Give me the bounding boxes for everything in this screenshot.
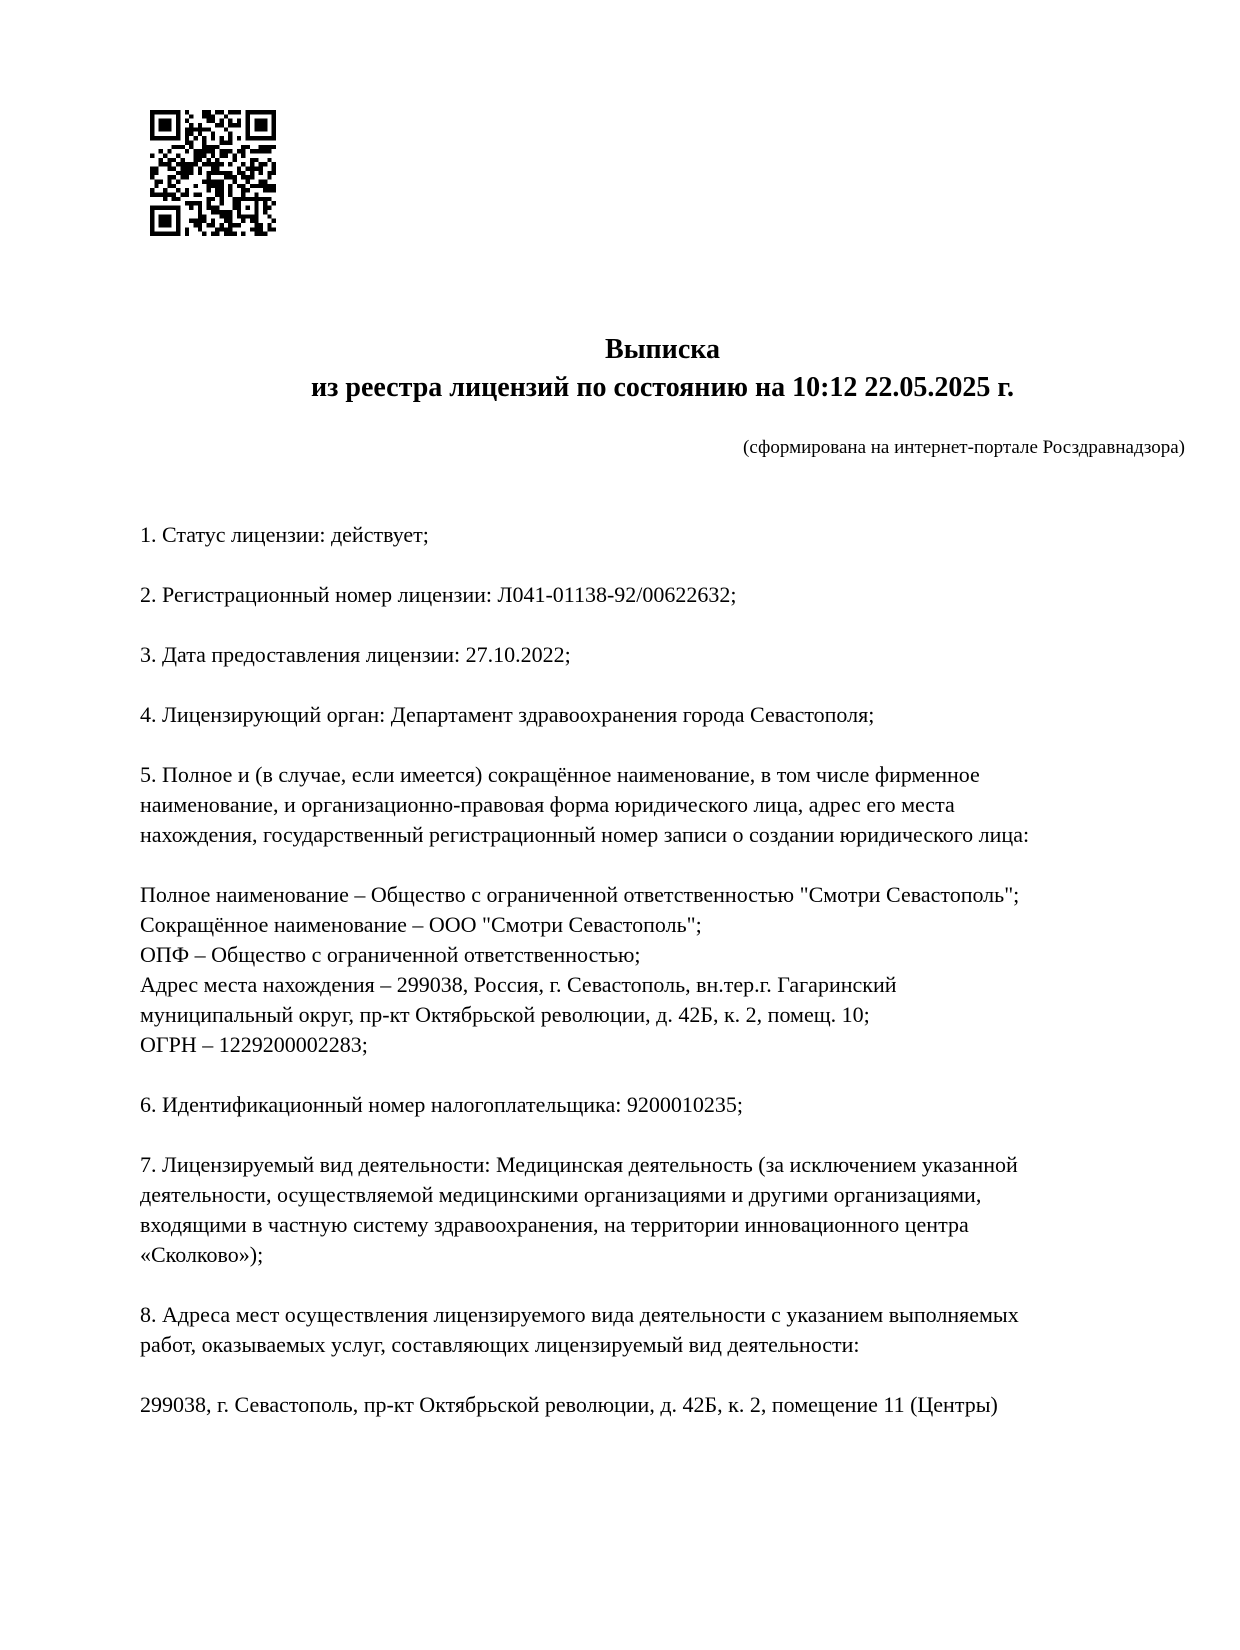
text-line: Сокращённое наименование – ООО "Смотри Севастополь"; <box>140 912 702 937</box>
paragraph-organization-details <box>140 880 1185 1060</box>
text-line: муниципальный округ, пр-кт Октябрьской революции, д. 42Б, к. 2, помещ. 10; <box>140 1002 870 1027</box>
paragraph-license-date <box>140 640 1185 670</box>
text-line: наименование, и организационно-правовая форма юридического лица, адрес его места <box>140 792 955 817</box>
paragraph-name-heading <box>140 760 1185 850</box>
text-line: 7. Лицензируемый вид деятельности: Медицинская деятельность (за исключением указанной <box>140 1152 1018 1177</box>
text-line: работ, оказываемых услуг, составляющих лицензируемый вид деятельности: <box>140 1332 860 1357</box>
text-line: 8. Адреса мест осуществления лицензируемого вида деятельности с указанием выполняемых <box>140 1302 1019 1327</box>
text-line: деятельности, осуществляемой медицинскими организациями и другими организациями, <box>140 1182 982 1207</box>
paragraph-licensed-activity <box>140 1150 1185 1270</box>
text-line: 4. Лицензирующий орган: Департамент здравоохранения города Севастополя; <box>140 702 875 727</box>
text-line: входящими в частную систему здравоохранения, на территории инновационного центра <box>140 1212 969 1237</box>
text-line: 6. Идентификационный номер налогоплательщика: 9200010235; <box>140 1092 743 1117</box>
text-line: 5. Полное и (в случае, если имеется) сокращённое наименование, в том числе фирменное <box>140 762 980 787</box>
paragraph-activity-addresses-heading <box>140 1300 1185 1360</box>
text-line: нахождения, государственный регистрационный номер записи о создании юридического лица: <box>140 822 1030 847</box>
text-line: 299038, г. Севастополь, пр-кт Октябрьской революции, д. 42Б, к. 2, помещение 11 (Центры) <box>140 1392 998 1417</box>
text-line: Полное наименование – Общество с ограниченной ответственностью "Смотри Севастополь"; <box>140 882 1020 907</box>
document-body <box>140 520 1185 1450</box>
text-line: 2. Регистрационный номер лицензии: Л041-01138-92/00622632; <box>140 582 737 607</box>
text-line: Адрес места нахождения – 299038, Россия, г. Севастополь, вн.тер.г. Гагаринский <box>140 972 897 997</box>
document-subtitle: (сформирована на интернет-портале Росздравнадзора) <box>743 437 1185 458</box>
title-line-1: Выписка <box>605 334 720 365</box>
qr-code-icon <box>150 110 276 236</box>
text-line: 3. Дата предоставления лицензии: 27.10.2022; <box>140 642 571 667</box>
paragraph-license-status <box>140 520 1185 550</box>
qr-code-svg <box>150 110 276 236</box>
text-line: 1. Статус лицензии: действует; <box>140 522 429 547</box>
text-line: ОГРН – 1229200002283; <box>140 1032 368 1057</box>
document-title <box>140 331 1185 407</box>
title-line-2: из реестра лицензий по состоянию на 10:12 22.05.2025 г. <box>311 372 1014 403</box>
paragraph-licensing-authority <box>140 700 1185 730</box>
text-line: «Сколково»); <box>140 1242 264 1267</box>
paragraph-taxpayer-number <box>140 1090 1185 1120</box>
text-line: ОПФ – Общество с ограниченной ответственностью; <box>140 942 641 967</box>
paragraph-activity-address <box>140 1390 1185 1420</box>
paragraph-registration-number <box>140 580 1185 610</box>
